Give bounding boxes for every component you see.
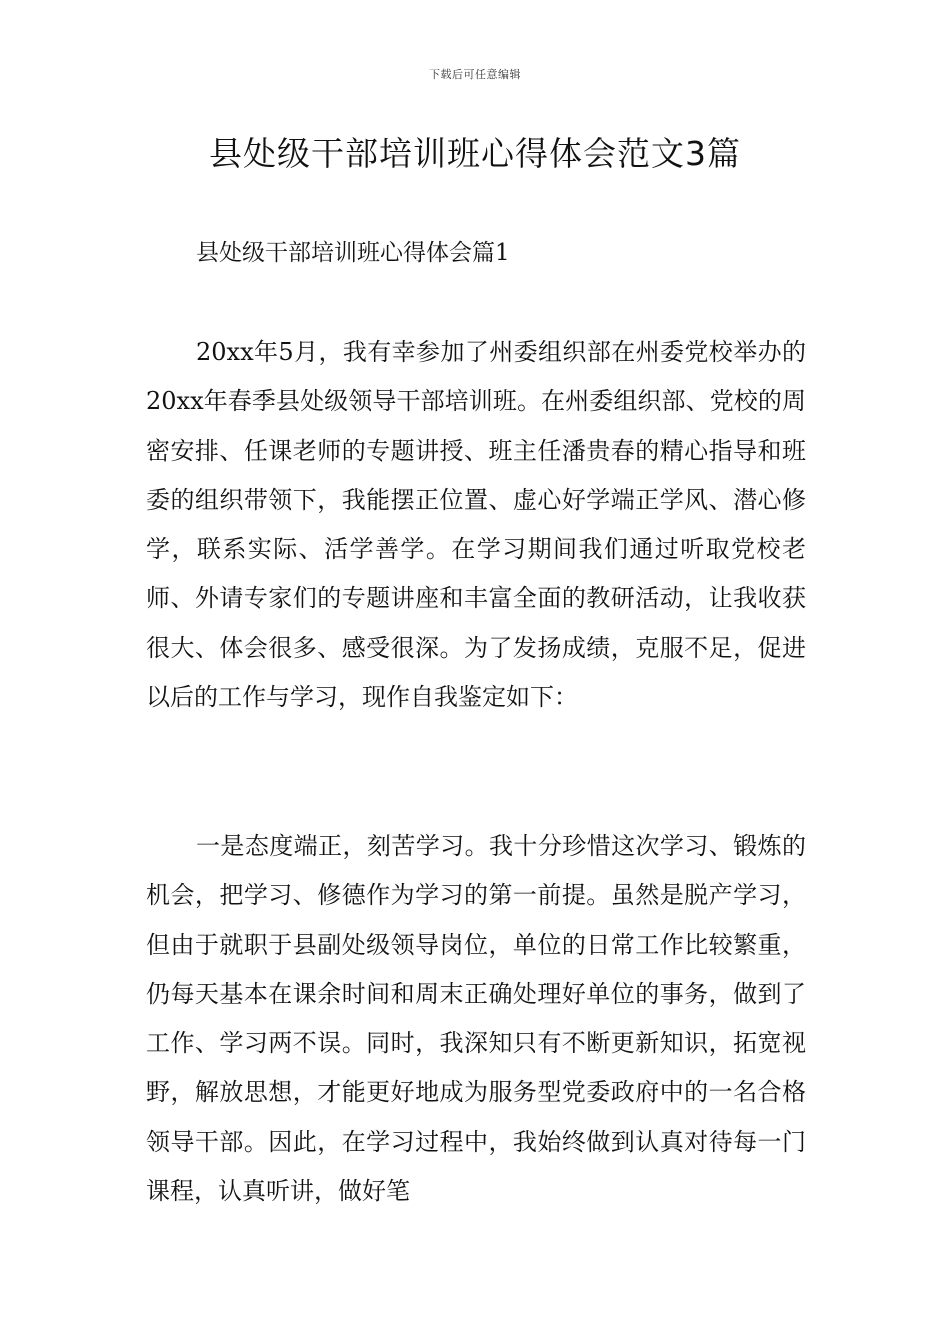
document-title: 县处级干部培训班心得体会范文3篇 [209, 134, 741, 173]
body-paragraph: 20xx年5月，我有幸参加了州委组织部在州委党校举办的20xx年春季县处级领导干部培训班。在州委组织部、党校的周密安排、任课老师的专题讲授、班主任潘贵春的精心指导和班委的组织带领下，我能摆正位置、虚心好学端正学风、潜心修学，联系实际、活学善学。在学习期间我们通过听取党校老师、外请专家们的专题讲座和丰富全面的教研活动，让我收获很大、体会很多、感受很深。为了发扬成绩，克服不足，促进以后的工作与学习，现作自我鉴定如下： [146, 338, 806, 712]
header-note: 下载后可任意编辑 [429, 68, 521, 81]
body-paragraph: 一是态度端正，刻苦学习。我十分珍惜这次学习、锻炼的机会，把学习、修德作为学习的第一前提。虽然是脱产学习，但由于就职于县副处级领导岗位，单位的日常工作比较繁重，仍每天基本在课余时间和周末正确处理好单位的事务，做到了工作、学习两不误。同时，我深知只有不断更新知识，拓宽视野，解放思想，才能更好地成为服务型党委政府中的一名合格领导干部。因此，在学习过程中，我始终做到认真对待每一门课程，认真听讲，做好笔 [146, 832, 806, 1206]
section-heading: 县处级干部培训班心得体会篇1 [196, 240, 510, 266]
